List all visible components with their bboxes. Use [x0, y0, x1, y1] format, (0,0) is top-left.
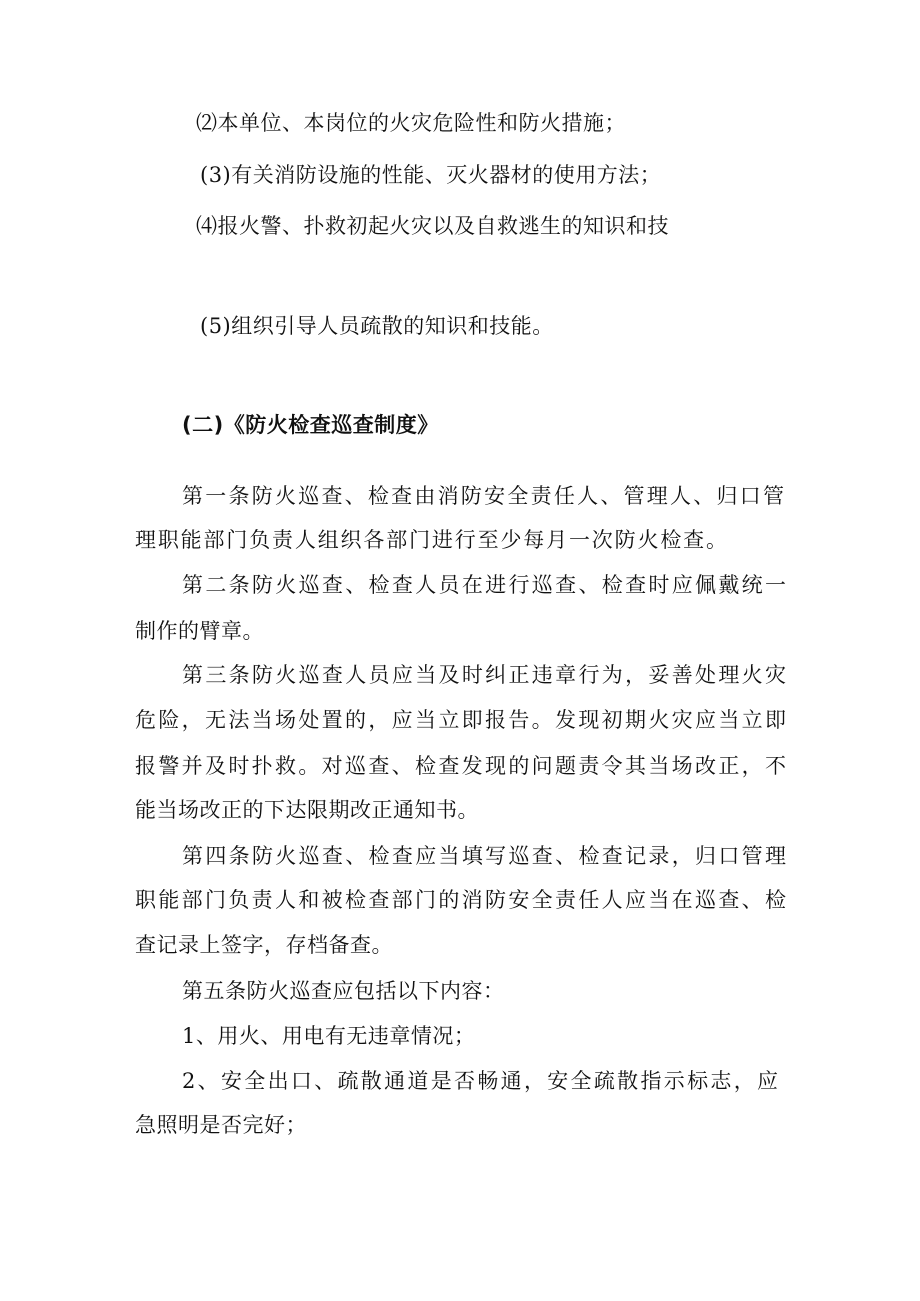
article-4-line-3: 查记录上签字，存档备查。: [135, 933, 393, 957]
list-item-3: (3)有关消防设施的性能、灭火器材的使用方法；: [200, 163, 662, 187]
list-item-2: ⑵本单位、本岗位的火灾危险性和防火措施；: [196, 111, 626, 135]
article-4-line-1: 第四条防火巡查、检查应当填写巡查、检查记录，归口管理: [182, 844, 786, 868]
list-item-5: (5)组织引导人员疏散的知识和技能。: [200, 314, 554, 338]
article-2-line-2: 制作的臂章。: [135, 619, 264, 643]
article-3-line-4: 能当场改正的下达限期改正通知书。: [135, 798, 479, 822]
article-3-line-1: 第三条防火巡查人员应当及时纠正违章行为，妥善处理火灾: [182, 663, 786, 687]
check-item-1: 1、用火、用电有无违章情况；: [182, 1024, 476, 1048]
list-item-4: ⑷报火警、扑救初起火灾以及自救逃生的知识和技: [196, 214, 669, 238]
check-item-2-line-2: 急照明是否完好；: [135, 1113, 307, 1137]
check-item-2-line-1: 2、安全出口、疏散通道是否畅通，安全疏散指示标志，应: [182, 1069, 778, 1093]
article-5-line-1: 第五条防火巡查应包括以下内容：: [182, 979, 505, 1003]
article-1-line-1: 第一条防火巡查、检查由消防安全责任人、管理人、归口管: [182, 484, 784, 508]
article-3-line-3: 报警并及时扑救。对巡查、检查发现的问题责令其当场改正，不: [135, 754, 786, 778]
article-2-line-1: 第二条防火巡查、检查人员在进行巡查、检查时应佩戴统一: [182, 573, 786, 597]
section-heading: (二)《防火检查巡查制度》: [182, 413, 439, 437]
article-4-line-2: 职能部门负责人和被检查部门的消防安全责任人应当在巡查、检: [135, 888, 786, 912]
article-1-line-2: 理职能部门负责人组织各部门进行至少每月一次防火检查。: [135, 528, 727, 552]
article-3-line-2: 危险，无法当场处置的，应当立即报告。发现初期火灾应当立即: [135, 708, 786, 732]
